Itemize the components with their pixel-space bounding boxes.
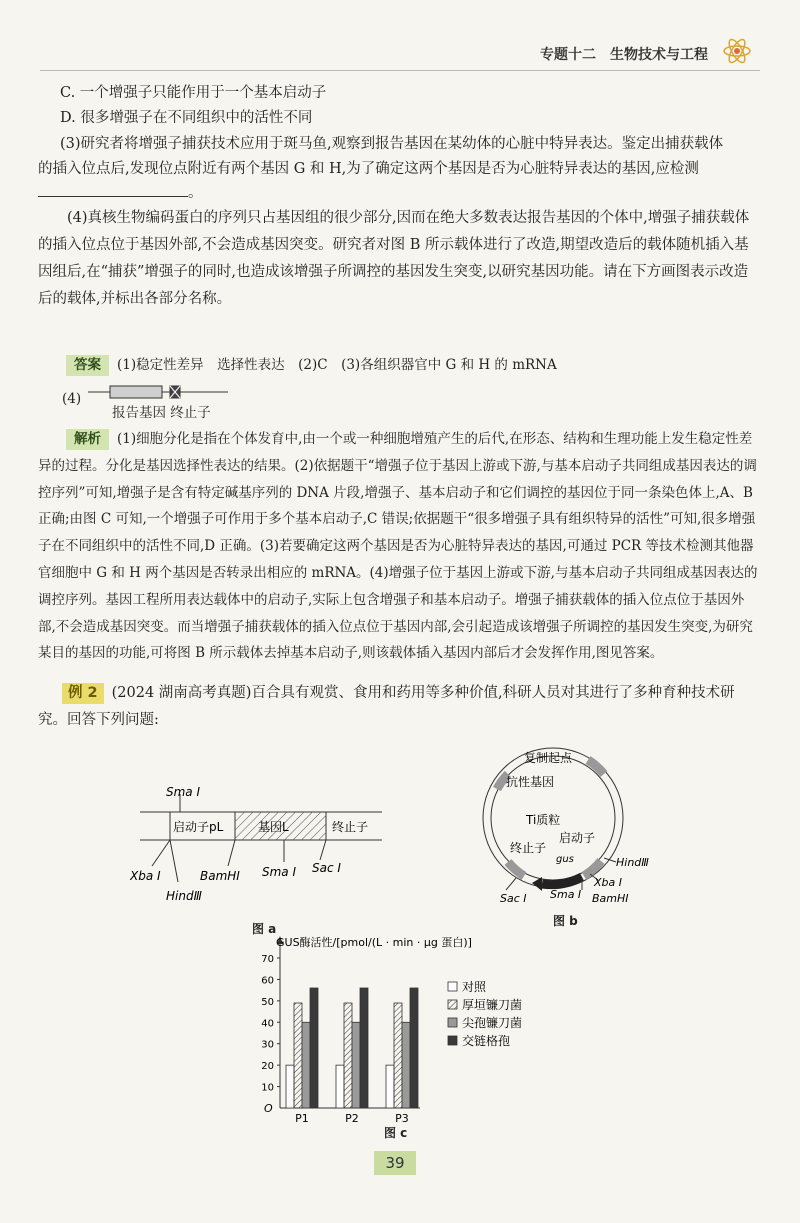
answer-blank-line: 。 [38,180,758,207]
analysis-tag: 解析 [66,429,109,450]
question-3-line1: (3)研究者将增强子捕获技术应用于斑马鱼,观察到报告基因在某幼体的心脏中特异表达。鉴定出捕获载体 [60,136,724,152]
x-tick-label: P3 [395,1112,409,1122]
x-tick-label: P1 [295,1112,309,1122]
analysis-text: (1)细胞分化是指在个体发育中,由一个或一种细胞增殖产生的后代,在形态、结构和生理功能上发生稳定性差异的过程。分化是基因选择性表达的结果。(2)依据题干“增强子位于基因上游或下游,与基本启动子共同组成基因表达的调控序列”可知,增强子是含有特定碱基序列的 DNA 片段,增强子、基本启动子和它们调控的基因位于同一条染色体上,A、B 正确;由图 C 可知,一个增强子可作用于多个基本启动子,C 错误;依据题干“很多增强子具有组织特异的活性”可知,很多增强子在不同组织中的活性不同,D 正确。(3)若要确定这两个基因是否为心脏特异表达的基因,可通过 PCR 等技术检测其他器官细胞中 G 和 H 两个基因是否转录出相应的 mRNA。(4)增强子位于基因上游或下游,与基本启动子共同组成基因表达的调控序列。基因工程所用表达载体中的启动子,实际上包含增强子和基本启动子。增强子捕获载体的插入位点位于基因外部,不会造成基因突变。而当增强子捕获载体的插入位点位于基因内部,会引起造成该增强子所调控的基因发生突变,为研究某目的基因的功能,可将图 B 所示载体去掉基本启动子,则该载体插入基因内部后才会发挥作用,图见答案。 [38,431,758,662]
example-2-text: (2024 湖南高考真题)百合具有观赏、食用和药用等多种价值,科研人员对其进行了多种育种技术研究。回答下列问题: [38,685,735,728]
figure-c-bar-chart [248,932,568,1122]
gus-gene-arrow [542,877,582,885]
answer-blank [38,182,188,197]
answer-tag: 答案 [66,355,109,376]
fig-a-hind-label: HindⅢ [166,889,202,903]
y-tick-label: 10 [261,1082,274,1094]
fig-b-resist-label: 抗性基因 [506,775,555,789]
fig-a-xba-label: Xba Ⅰ [130,869,161,883]
bar-P2-3 [360,988,368,1108]
modified-vector-diagram [88,382,228,402]
y-tick-label: 20 [261,1061,274,1073]
page-number: 39 [374,1151,416,1175]
fig-a-promoter-label: 启动子pL [173,820,224,834]
option-d: D. 很多增强子在不同组织中的活性不同 [60,110,313,126]
answer-text: (1)稳定性差异 选择性表达 (2)C (3)各组织器官中 G 和 H 的 mRNA [117,357,557,373]
origin-label: O [264,1102,273,1115]
bar-P1-0 [286,1065,294,1108]
y-tick-label: 70 [261,954,274,965]
bar-P3-3 [410,988,418,1108]
fig-a-sma-top: Sma Ⅰ [166,785,201,799]
x-tick-label: P2 [345,1112,359,1122]
bar-P3-0 [386,1065,394,1108]
figure-c-caption: 图 c [384,1126,408,1140]
figure-a-gene-construct [130,782,390,912]
header-rule [40,70,760,71]
example-2 [38,680,760,734]
bar-P3-2 [402,1022,410,1108]
bar-P2-0 [336,1065,344,1108]
bar-P3-1 [394,1003,402,1108]
y-tick-label: 40 [261,1018,274,1030]
fig-a-sac-label: Sac Ⅰ [312,861,341,875]
legend-label: 对照 [462,980,487,994]
question-3-text: 的插入位点后,发现位点附近有两个基因 G 和 H,为了确定这两个基因是否为心脏特异表达的基因,应检测 [38,161,699,177]
fig-b-plasmid-label: Ti质粒 [526,813,561,827]
figure-b-plasmid [466,730,676,910]
fig-a-gene-label: 基因L [258,820,289,834]
fig-b-terminator-label: 终止子 [510,841,547,855]
fig-b-gus-label: gus [556,854,574,865]
legend-swatch [448,1036,457,1045]
example-2-tag: 例 2 [62,683,104,704]
fig-a-terminator-label: 终止子 [332,820,369,834]
fig-b-xba-label: Xba Ⅰ [594,876,622,889]
figure-a-caption: 图 a [252,922,277,936]
bar-P1-3 [310,988,318,1108]
fig-b-sma-label: Sma Ⅰ [550,888,582,901]
legend-swatch [448,1000,457,1009]
legend-label: 交链格孢 [462,1034,511,1048]
y-tick-label: 60 [261,975,274,987]
fig-b-sac-label: Sac Ⅰ [500,892,527,905]
analysis-paragraph [38,426,760,667]
fig-b-promoter-label: 启动子 [559,831,596,845]
question-4: (4)真核生物编码蛋白的序列只占基因组的很少部分,因而在绝大多数表达报告基因的个体中,增强子捕获载体的插入位点位于基因外部,不会造成基因突变。研究者对图 B 所示载体进行了改造,期望改造后的载体随机插入基因组后,在“捕获”增强子的同时,也造成该增强子所调控的基因发生突变,以研究基因功能。请在下方画图表示改造后的载体,并标出各部分名称。 [38,210,750,307]
bar-P1-2 [302,1022,310,1108]
fig-b-hind-label: HindⅢ [616,856,649,869]
answer-line [66,352,756,379]
running-header: 专题十二 生物技术与工程 [540,47,708,63]
answer-diagram-label: 报告基因 终止子 [112,405,211,421]
bar-P2-1 [344,1003,352,1108]
y-tick-label: 30 [261,1039,274,1051]
bar-P1-1 [294,1003,302,1108]
option-c: C. 一个增强子只能作用于一个基本启动子 [60,85,327,101]
legend-swatch [448,1018,457,1027]
fig-a-sma-bottom-label: Sma Ⅰ [262,865,297,879]
fig-a-bam-label: BamHⅠ [200,869,240,883]
y-tick-label: 50 [261,996,274,1008]
answer-item4: (4) [62,391,82,407]
fig-b-bam-label: BamHⅠ [592,892,629,905]
figure-b-caption: 图 b [553,914,578,928]
legend-label: 尖孢镰刀菌 [462,1016,523,1030]
reporter-gene-box [110,386,162,398]
bar-P2-2 [352,1022,360,1108]
y-axis-label: GUS酶活性/[pmol/(L · min · μg 蛋白)] [276,936,472,949]
legend-swatch [448,982,457,991]
legend-label: 厚垣镰刀菌 [462,998,523,1012]
fig-b-ori-label: 复制起点 [524,751,573,765]
atom-logo-icon [722,36,752,66]
question-3-line2 [38,156,728,183]
